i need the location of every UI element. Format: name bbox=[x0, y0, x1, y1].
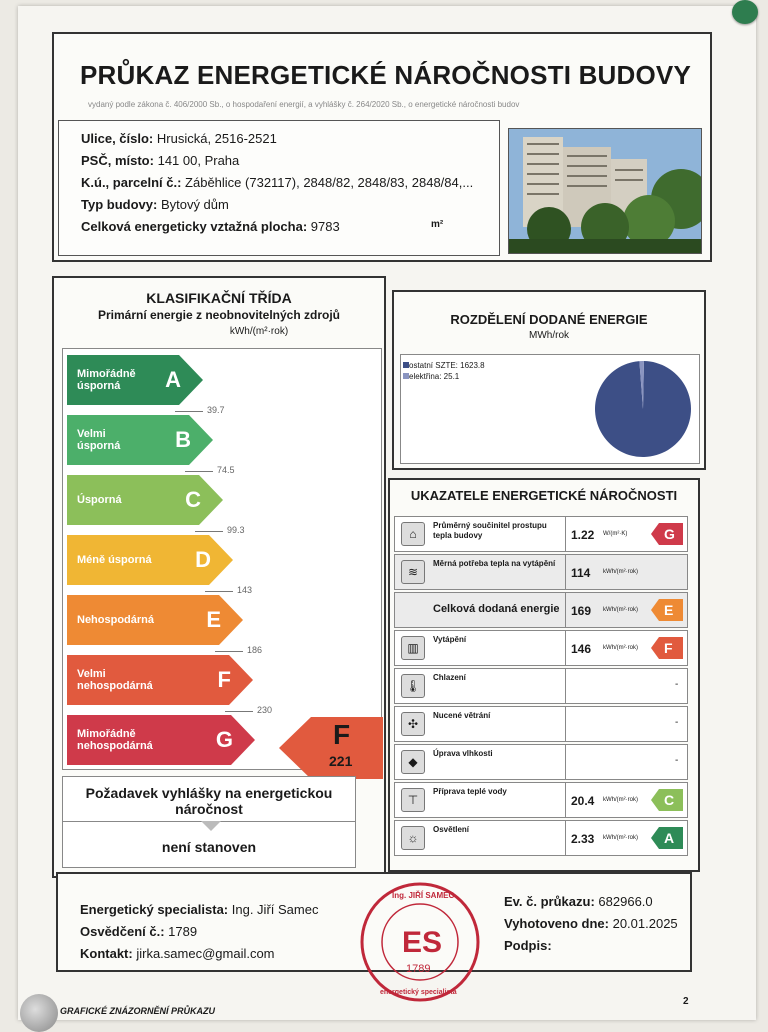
indicator-name: Celková dodaná energie bbox=[433, 603, 560, 615]
document-subtitle: vydaný podle zákona č. 406/2000 Sb., o hospodaření energií, a vyhlášky č. 264/2020 Sb., o energetické náročnosti budov bbox=[88, 100, 520, 109]
energy-scale bbox=[62, 348, 382, 770]
radiator-icon: ▥ bbox=[401, 636, 425, 660]
street-value: Hrusická, 2516-2521 bbox=[156, 131, 277, 146]
indicator-value: 2.33 bbox=[571, 832, 595, 846]
result-letter: F bbox=[333, 719, 351, 750]
specialist-stamp bbox=[358, 880, 482, 1004]
svg-text:1789: 1789 bbox=[406, 963, 431, 975]
class-letter: F bbox=[217, 667, 231, 692]
class-letter: A bbox=[165, 367, 181, 392]
class-label: Úsporná bbox=[77, 494, 122, 506]
indicator-row bbox=[394, 668, 688, 704]
class-arrow-a bbox=[67, 355, 203, 405]
pushpin-icon bbox=[20, 994, 58, 1032]
threshold-label: 143 bbox=[237, 585, 253, 595]
indicator-value: 146 bbox=[571, 642, 592, 656]
specialist-row: Energetický specialista: Ing. Jiří Samec bbox=[80, 902, 319, 917]
date-row: Vyhotoveno dne: 20.01.2025 bbox=[504, 916, 678, 931]
indicator-value: 114 bbox=[571, 566, 591, 580]
indicator-value: 20.4 bbox=[571, 794, 595, 808]
svg-text:Ing. JIŘÍ SAMEC: Ing. JIŘÍ SAMEC bbox=[392, 891, 455, 900]
page-number: 2 bbox=[683, 996, 689, 1007]
thermometer-icon: 🌡 bbox=[401, 674, 425, 698]
house-icon: ⌂ bbox=[401, 522, 425, 546]
building-info bbox=[58, 120, 500, 256]
indicator-name: Měrná potřeba tepla na vytápění bbox=[433, 559, 556, 568]
threshold-label: 99.3 bbox=[227, 525, 245, 535]
indicator-row bbox=[394, 516, 688, 552]
heat-waves-icon: ≋ bbox=[401, 560, 425, 584]
indicator-value: 1.22 bbox=[571, 528, 595, 542]
pushpin-icon bbox=[732, 0, 758, 24]
sign-row: Podpis: bbox=[504, 938, 552, 953]
threshold-line bbox=[185, 471, 213, 472]
area-unit: m² bbox=[431, 219, 444, 230]
indicator-value: 169 bbox=[571, 604, 592, 618]
class-arrow-g bbox=[67, 715, 255, 765]
indicator-name: Chlazení bbox=[433, 673, 466, 682]
cert-row: Osvědčení č.: 1789 bbox=[80, 924, 198, 939]
requirement-box bbox=[62, 776, 356, 868]
legend-item-0: ostatní SZTE: 1623.8 bbox=[403, 361, 485, 370]
class-arrow-d bbox=[67, 535, 233, 585]
bulb-icon: ☼ bbox=[401, 826, 425, 850]
distribution-chart bbox=[400, 354, 700, 464]
type-value: Bytový dům bbox=[160, 197, 229, 212]
class-arrow-c bbox=[67, 475, 223, 525]
class-letter: C bbox=[185, 487, 201, 512]
class-letter: B bbox=[175, 427, 191, 452]
class-letter: D bbox=[195, 547, 211, 572]
distribution-title: ROZDĚLENÍ DODANÉ ENERGIE bbox=[450, 312, 648, 327]
document-title: PRŮKAZ ENERGETICKÉ NÁROČNOSTI BUDOVY bbox=[80, 60, 692, 90]
indicator-class-badge: F bbox=[651, 637, 683, 659]
contact-value: jirka.samec@gmail.com bbox=[136, 946, 275, 961]
psc-row: PSČ, místo: 141 00, Praha bbox=[81, 153, 240, 168]
class-label: Mimořádně nehospodárná bbox=[77, 728, 153, 752]
threshold-label: 39.7 bbox=[207, 405, 225, 415]
bottom-caption: GRAFICKÉ ZNÁZORNĚNÍ PRŮKAZU bbox=[60, 1006, 215, 1016]
indicator-row bbox=[394, 820, 688, 856]
indicator-class-badge: C bbox=[651, 789, 683, 811]
indicator-class-badge: G bbox=[651, 523, 683, 545]
indicators-section bbox=[388, 478, 700, 872]
threshold-label: 74.5 bbox=[217, 465, 235, 475]
indicator-class-badge: E bbox=[651, 599, 683, 621]
svg-text:energetický specialista: energetický specialista bbox=[380, 989, 457, 996]
class-arrow-f bbox=[67, 655, 253, 705]
class-label: Nehospodárná bbox=[77, 614, 155, 626]
class-letter: E bbox=[206, 607, 221, 632]
ev-value: 682966.0 bbox=[598, 894, 653, 909]
contact-row: Kontakt: jirka.samec@gmail.com bbox=[80, 946, 275, 961]
fan-icon: ✣ bbox=[401, 712, 425, 736]
threshold-line bbox=[205, 591, 233, 592]
ku-row: K.ú., parcelní č.: Záběhlice (732117), 2848/82, 2848/83, 2848/84,... bbox=[81, 175, 474, 190]
class-label: Méně úsporná bbox=[77, 554, 152, 566]
requirement-value: není stanoven bbox=[161, 839, 257, 855]
faucet-icon: ⊤ bbox=[401, 788, 425, 812]
cert-value: 1789 bbox=[168, 924, 198, 939]
class-arrow-b bbox=[67, 415, 213, 465]
indicator-row bbox=[394, 630, 688, 666]
result-marker bbox=[279, 717, 383, 779]
indicator-name: Osvětlení bbox=[433, 825, 470, 834]
indicator-unit: kWh/(m²·rok) bbox=[603, 569, 638, 575]
indicator-class-dash: - bbox=[675, 755, 679, 766]
classification-section bbox=[52, 276, 386, 878]
legend-item-1: elektřina: 25.1 bbox=[403, 372, 459, 381]
indicator-name: Průměrný součinitel prostupu tepla budovy bbox=[433, 521, 547, 540]
indicator-name: Nucené větrání bbox=[433, 711, 491, 720]
area-value: 9783 bbox=[310, 219, 340, 234]
requirement-title: Požadavek vyhlášky na energetickou náročnost bbox=[85, 785, 333, 817]
area-row: Celková energeticky vztažná plocha: 9783 bbox=[81, 219, 340, 234]
indicator-unit: kWh/(m²·rok) bbox=[603, 607, 638, 613]
pie-chart bbox=[593, 359, 693, 459]
classification-subtitle: Primární energie z neobnovitelných zdrojů bbox=[97, 308, 341, 322]
threshold-line bbox=[225, 711, 253, 712]
distribution-unit: MWh/rok bbox=[529, 330, 569, 341]
svg-text:ES: ES bbox=[402, 926, 443, 959]
class-label: Velmi úsporná bbox=[77, 428, 121, 452]
threshold-label: 186 bbox=[247, 645, 263, 655]
indicator-unit: kWh/(m²·rok) bbox=[603, 645, 638, 651]
street-row: Ulice, číslo: Hrusická, 2516-2521 bbox=[81, 131, 277, 146]
class-arrow-e bbox=[67, 595, 243, 645]
indicator-row bbox=[394, 554, 688, 590]
ev-row: Ev. č. průkazu: 682966.0 bbox=[504, 894, 653, 909]
threshold-line bbox=[195, 531, 223, 532]
psc-value: 141 00, Praha bbox=[157, 153, 240, 168]
type-row: Typ budovy: Bytový dům bbox=[81, 197, 229, 212]
header-section bbox=[52, 32, 712, 262]
ku-value: Záběhlice (732117), 2848/82, 2848/83, 2848/84,... bbox=[185, 175, 474, 190]
indicator-name: Vytápění bbox=[433, 635, 467, 644]
droplet-icon: ◆ bbox=[401, 750, 425, 774]
indicator-class-dash: - bbox=[675, 717, 679, 728]
indicator-class-badge: A bbox=[651, 827, 683, 849]
indicator-name: Příprava teplé vody bbox=[433, 787, 507, 796]
indicators-title: UKAZATELE ENERGETICKÉ NÁROČNOSTI bbox=[410, 488, 678, 503]
threshold-line bbox=[215, 651, 243, 652]
building-photo bbox=[508, 128, 702, 254]
date-value: 20.01.2025 bbox=[612, 916, 678, 931]
indicator-row bbox=[394, 744, 688, 780]
threshold-line bbox=[175, 411, 203, 412]
indicator-class-dash: - bbox=[675, 679, 679, 690]
footer-section bbox=[56, 872, 692, 996]
indicator-row bbox=[394, 706, 688, 742]
indicator-name: Úprava vlhkosti bbox=[433, 749, 493, 758]
specialist-name: Ing. Jiří Samec bbox=[231, 902, 319, 917]
indicator-unit: kWh/(m²·rok) bbox=[603, 835, 638, 841]
class-label: Mimořádně úsporná bbox=[77, 368, 136, 392]
classification-unit: kWh/(m²·rok) bbox=[229, 326, 289, 337]
classification-title: KLASIFIKAČNÍ TŘÍDA bbox=[146, 290, 292, 306]
indicator-unit: kWh/(m²·rok) bbox=[603, 797, 638, 803]
indicator-unit: W/(m²·K) bbox=[603, 531, 628, 537]
threshold-label: 230 bbox=[257, 705, 273, 715]
class-label: Velmi nehospodárná bbox=[77, 668, 153, 692]
result-value: 221 bbox=[329, 753, 353, 769]
class-letter: G bbox=[215, 727, 233, 752]
distribution-section bbox=[392, 290, 706, 470]
indicator-row bbox=[394, 782, 688, 818]
indicator-row bbox=[394, 592, 688, 628]
